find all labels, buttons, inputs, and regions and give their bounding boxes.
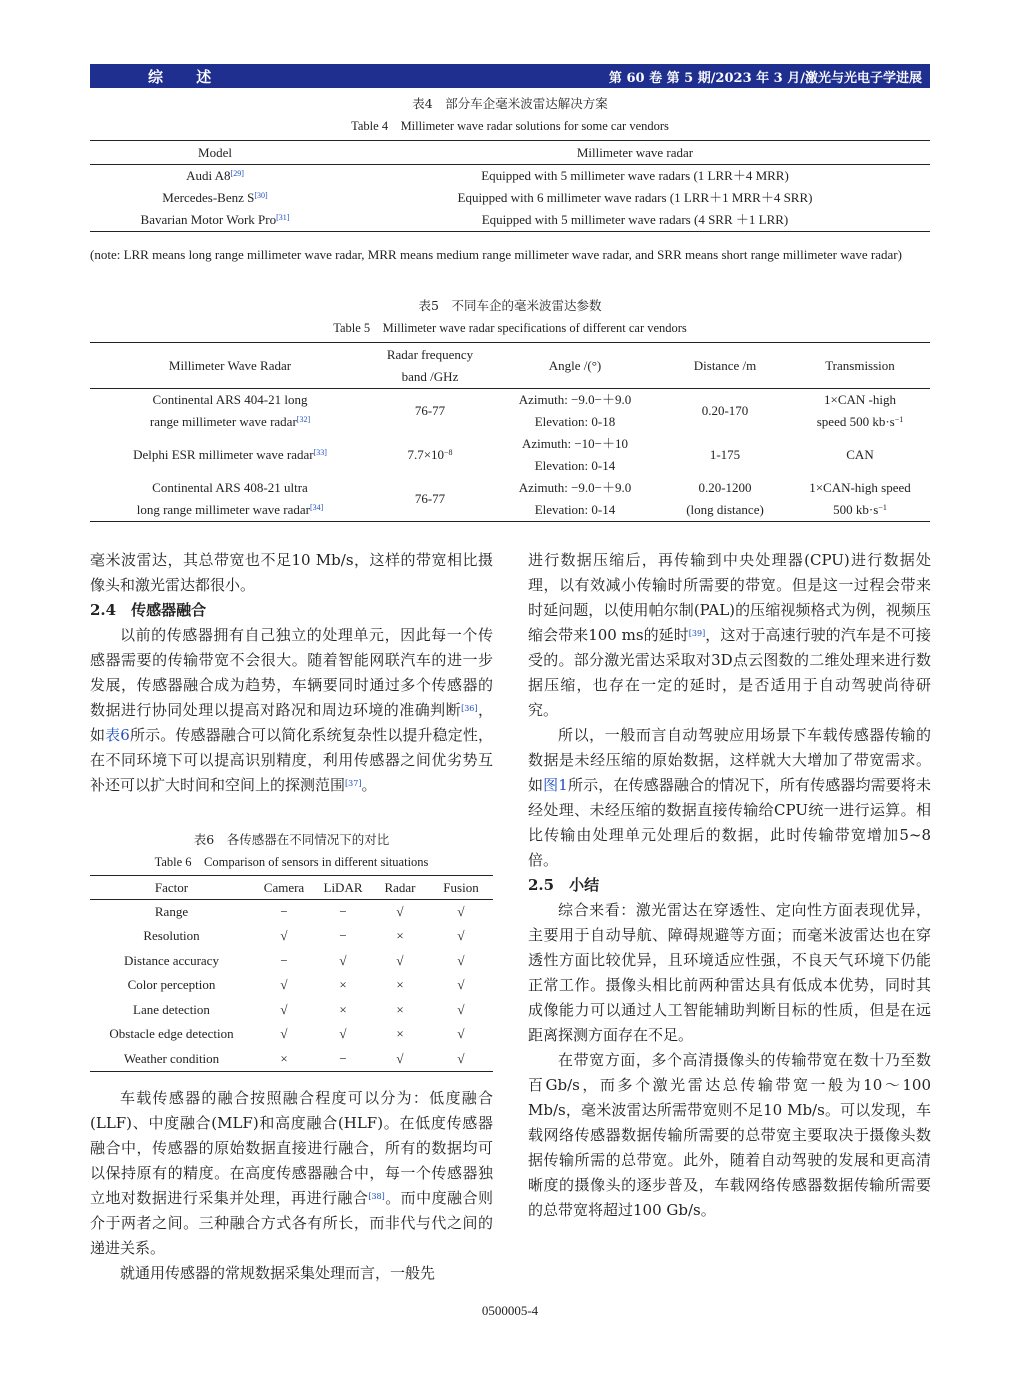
table-row xyxy=(90,900,493,925)
table5-band: 76-77 xyxy=(414,403,446,418)
table4-header-model: Model xyxy=(198,145,232,160)
paragraph: 在带宽方面，多个高清摄像头的传输带宽在数十乃至数百Gb/s，而多个激光雷达总传输带宽一般为10～100 Mb/s，毫米波雷达所需带宽则不足10 Mb/s。可以发现，车载网络传感器数据传输所需要的总带宽主要取决于摄像头数据传输所需的总带宽。此外，随着自动驾驶的发展和更高清晰度的摄像头的逐步普及，车载网络传感器数据传输所需要的总带宽将超过100 Gb/s。 xyxy=(528,1051,931,1219)
paragraph: 就通用传感器的常规数据采集处理而言，一般先 xyxy=(120,1264,436,1282)
table4-caption-en: Table 4 Millimeter wave radar solutions for some car vendors xyxy=(351,119,669,133)
table-row xyxy=(90,209,930,232)
table4-model: Mercedes-Benz S xyxy=(162,190,255,205)
table6-cell: × xyxy=(396,928,404,944)
table4-header-row xyxy=(90,142,930,165)
table-row xyxy=(90,187,930,209)
table6-cell: − xyxy=(280,904,288,919)
table6-cell: √ xyxy=(396,1050,404,1066)
table-row xyxy=(90,949,493,974)
section-heading-2-4: 2.4 传感器融合 xyxy=(90,601,207,619)
table6 xyxy=(90,877,493,1072)
table-row xyxy=(90,1022,493,1047)
table4-top-rule xyxy=(90,140,930,141)
table6-factor: Obstacle edge detection xyxy=(109,1026,234,1042)
citation-ref[interactable]: [30] xyxy=(254,191,268,200)
citation-ref[interactable]: [29] xyxy=(230,169,244,178)
table-row xyxy=(90,973,493,998)
section-label: 综 述 xyxy=(148,68,226,86)
citation-ref[interactable]: [36] xyxy=(461,704,478,713)
table6-cell: √ xyxy=(457,904,465,919)
table6-cell: √ xyxy=(457,952,465,968)
table5-band: $7.7\times 10^{-8}$ xyxy=(407,447,453,462)
table6-factor: Lane detection xyxy=(133,1001,210,1017)
paragraph: 车载传感器的融合按照融合程度可以分为：低度融合(LLF)、中度融合(MLF)和高度融合(HLF)。在低度传感器融合中，传感器的原始数据直接进行融合，所有的数据均可以保持原有的精度。在高度传感器融合中，每一个传感器独立地对数据进行采集并处理，再进行融合[38]。而中度融合则介于两者之间。三种融合方式各有所长，而非代与代之间的递进关系。 xyxy=(90,1089,493,1257)
table4-model: Audi A8 xyxy=(186,168,231,183)
citation-ref[interactable]: [32] xyxy=(296,415,311,424)
table6-header-row xyxy=(90,877,493,900)
table6-cell: × xyxy=(396,1026,404,1042)
table6-header-camera: Camera xyxy=(263,880,305,895)
table5 xyxy=(90,344,930,522)
table6-cell: √ xyxy=(396,952,404,968)
table6-cell: √ xyxy=(280,1026,288,1042)
section-heading-2-5: 2.5 小结 xyxy=(528,876,600,894)
table6-caption-zh: 表6 各传感器在不同情况下的对比 xyxy=(193,832,390,847)
table4-note: (note: LRR means long range millimeter wave radar, MRR means medium range millimeter wave radar, and SRR means short range millimeter wave radar) xyxy=(90,247,902,262)
left-column xyxy=(90,548,493,798)
citation-ref[interactable]: [39] xyxy=(688,629,706,638)
paragraph: 以前的传感器拥有自己独立的处理单元，因此每一个传感器需要的传输带宽不会很大。随着智能网联汽车的进一步发展，传感器融合成为趋势，车辆要同时通过多个传感器的数据进行协同处理以提高对路况和周边环境的准确判断[36]，如表6所示。传感器融合可以简化系统复杂性以提升稳定性，在不同环境下可以提高识别精度，利用传感器之间优劣势互补还可以扩大时间和空间上的探测范围[37]。 xyxy=(90,626,493,794)
table5-header-distance: Distance /m xyxy=(693,358,757,373)
table5-radar-name: Continental ARS 404-21 long range millimeter wave radar[32] xyxy=(149,392,311,429)
table6-cell: √ xyxy=(339,952,347,968)
table6-link[interactable]: 表6 xyxy=(105,726,130,744)
table-row xyxy=(90,998,493,1023)
table5-radar-name: Delphi ESR millimeter wave radar[33] xyxy=(133,447,327,462)
table5-radar-name: Continental ARS 408-21 ultra long range millimeter wave radar[34] xyxy=(136,480,324,517)
table6-cell: √ xyxy=(280,928,288,944)
table6-cell: × xyxy=(339,1001,347,1017)
left-column-lower xyxy=(90,1086,493,1286)
table6-cell: √ xyxy=(280,977,288,993)
table5-top-rule xyxy=(90,342,930,343)
table5-header-transmission: Transmission xyxy=(825,358,895,373)
citation-ref[interactable]: [33] xyxy=(313,448,327,457)
table6-factor: Resolution xyxy=(143,928,200,944)
table6-cell: √ xyxy=(396,904,404,919)
table5-band: 76-77 xyxy=(414,491,446,506)
table6-cell: √ xyxy=(457,977,465,993)
paragraph: 所以，一般而言自动驾驶应用场景下车载传感器传输的数据是未经压缩的原始数据，这样就大大增加了带宽需求。如图1所示，在传感器融合的情况下，所有传感器均需要将未经处理、未经压缩的数据直接传输给CPU统一进行运算。相比传输由处理单元处理后的数据，此时传输带宽增加5~8倍。 xyxy=(528,726,931,869)
table5-transmission: 1×CAN-high speed 500 $kb\cdot s^{-1}$ xyxy=(809,480,911,517)
paragraph: 综合来看：激光雷达在穿透性、定向性方面表现优异，主要用于自动导航、障碍规避等方面；而毫米波雷达也在穿透性方面比较优异，且环境适应性强，不良天气环境下仍能正常工作。摄像头相比前两种雷达具有低成本优势，同时其成像能力可以通过人工智能辅助判断目标的性质，但是在远距离探测方面存在不足。 xyxy=(528,901,931,1044)
table6-cell: √ xyxy=(457,1026,465,1042)
journal-citation: 第 60 卷 第 5 期/2023 年 3 月/激光与光电子学进展 xyxy=(608,71,922,86)
table5-header-row xyxy=(90,344,930,389)
table5-caption-zh: 表5 不同车企的毫米波雷达参数 xyxy=(418,298,602,313)
table5-transmission: CAN xyxy=(846,447,874,462)
table-row xyxy=(90,165,930,188)
table6-cell: √ xyxy=(339,1026,347,1042)
table-row xyxy=(90,1047,493,1072)
figure1-link[interactable]: 图1 xyxy=(543,776,568,794)
table-row xyxy=(90,433,930,477)
table5-header-radar: Millimeter Wave Radar xyxy=(168,358,292,373)
table6-cell: √ xyxy=(457,1050,465,1066)
table-row xyxy=(90,389,930,434)
table4-model: Bavarian Motor Work Pro xyxy=(140,212,277,227)
table6-cell: × xyxy=(280,1050,288,1066)
table6-header-fusion: Fusion xyxy=(443,880,479,895)
table6-caption-en: Table 6 Comparison of sensors in different situations xyxy=(154,855,429,869)
table5-header-angle: Angle /(°) xyxy=(548,358,602,373)
table6-cell: × xyxy=(396,977,404,993)
table6-cell: √ xyxy=(280,1001,288,1017)
table6-factor: Color perception xyxy=(127,977,216,993)
table5-angle: Azimuth: −9.0−＋9.0 Elevation: 0-14 xyxy=(518,480,632,517)
table5-distance: 1-175 xyxy=(709,447,741,462)
table5-caption-en: Table 5 Millimeter wave radar specifications of different car vendors xyxy=(333,321,687,335)
citation-ref[interactable]: [37] xyxy=(345,779,362,788)
table-row xyxy=(90,477,930,522)
table5-transmission: 1×CAN -high speed 500 $kb\cdot s^{-1}$ xyxy=(816,392,904,429)
journal-header xyxy=(90,64,930,88)
table6-cell: − xyxy=(339,904,347,919)
table4 xyxy=(90,142,930,232)
table4-radar: Equipped with 5 millimeter wave radars (4 SRR ＋1 LRR) xyxy=(481,212,789,227)
table6-cell: × xyxy=(396,1001,404,1017)
table4-radar: Equipped with 5 millimeter wave radars (1 LRR＋4 MRR) xyxy=(481,168,789,183)
table4-caption-zh: 表4 部分车企毫米波雷达解决方案 xyxy=(412,96,608,111)
table6-cell: − xyxy=(339,1050,347,1066)
table-row xyxy=(90,924,493,949)
table5-angle: Azimuth: −10−＋10 Elevation: 0-14 xyxy=(521,436,629,473)
table5-header-band: Radar frequency band /GHz xyxy=(386,347,474,384)
table5-distance: 0.20-170 xyxy=(701,403,749,418)
table6-cell: √ xyxy=(457,1001,465,1017)
paragraph: 毫米波雷达，其总带宽也不足10 Mb/s，这样的带宽相比摄像头和激光雷达都很小。 xyxy=(90,551,493,594)
table6-cell: × xyxy=(339,977,347,993)
right-column xyxy=(528,548,931,1223)
citation-ref[interactable]: [34] xyxy=(309,503,324,512)
page-number: 0500005-4 xyxy=(481,1303,539,1318)
table5-angle: Azimuth: −9.0−＋9.0 Elevation: 0-18 xyxy=(518,392,632,429)
table6-header-factor: Factor xyxy=(154,880,189,895)
table6-factor: Distance accuracy xyxy=(124,952,219,968)
table6-header-lidar: LiDAR xyxy=(323,880,363,895)
table4-radar: Equipped with 6 millimeter wave radars (1 LRR＋1 MRR＋4 SRR) xyxy=(457,190,813,205)
table6-header-radar: Radar xyxy=(384,880,416,895)
table6-cell: − xyxy=(339,928,347,944)
citation-ref[interactable]: [38] xyxy=(368,1192,385,1201)
table6-top-rule xyxy=(90,875,493,876)
citation-ref[interactable]: [31] xyxy=(276,213,290,222)
table6-factor: Weather condition xyxy=(123,1050,220,1066)
table6-cell: − xyxy=(280,952,288,968)
paragraph: 进行数据压缩后，再传输到中央处理器(CPU)进行数据处理，以有效减小传输时所需要的带宽。但是这一过程会带来时延问题，以使用帕尔制(PAL)的压缩视频格式为例，视频压缩会带来100 ms的延时[39]，这对于高速行驶的汽车是不可接受的。部分激光雷达采取对3D点云图数的二维处理来进行数据压缩，也存在一定的延时，是否适用于自动驾驶尚待研究。 xyxy=(528,551,931,719)
table4-header-radar: Millimeter wave radar xyxy=(576,145,694,160)
table6-cell: √ xyxy=(457,928,465,944)
table6-factor: Range xyxy=(154,904,189,919)
table5-distance: 0.20-1200 (long distance) xyxy=(686,480,764,517)
